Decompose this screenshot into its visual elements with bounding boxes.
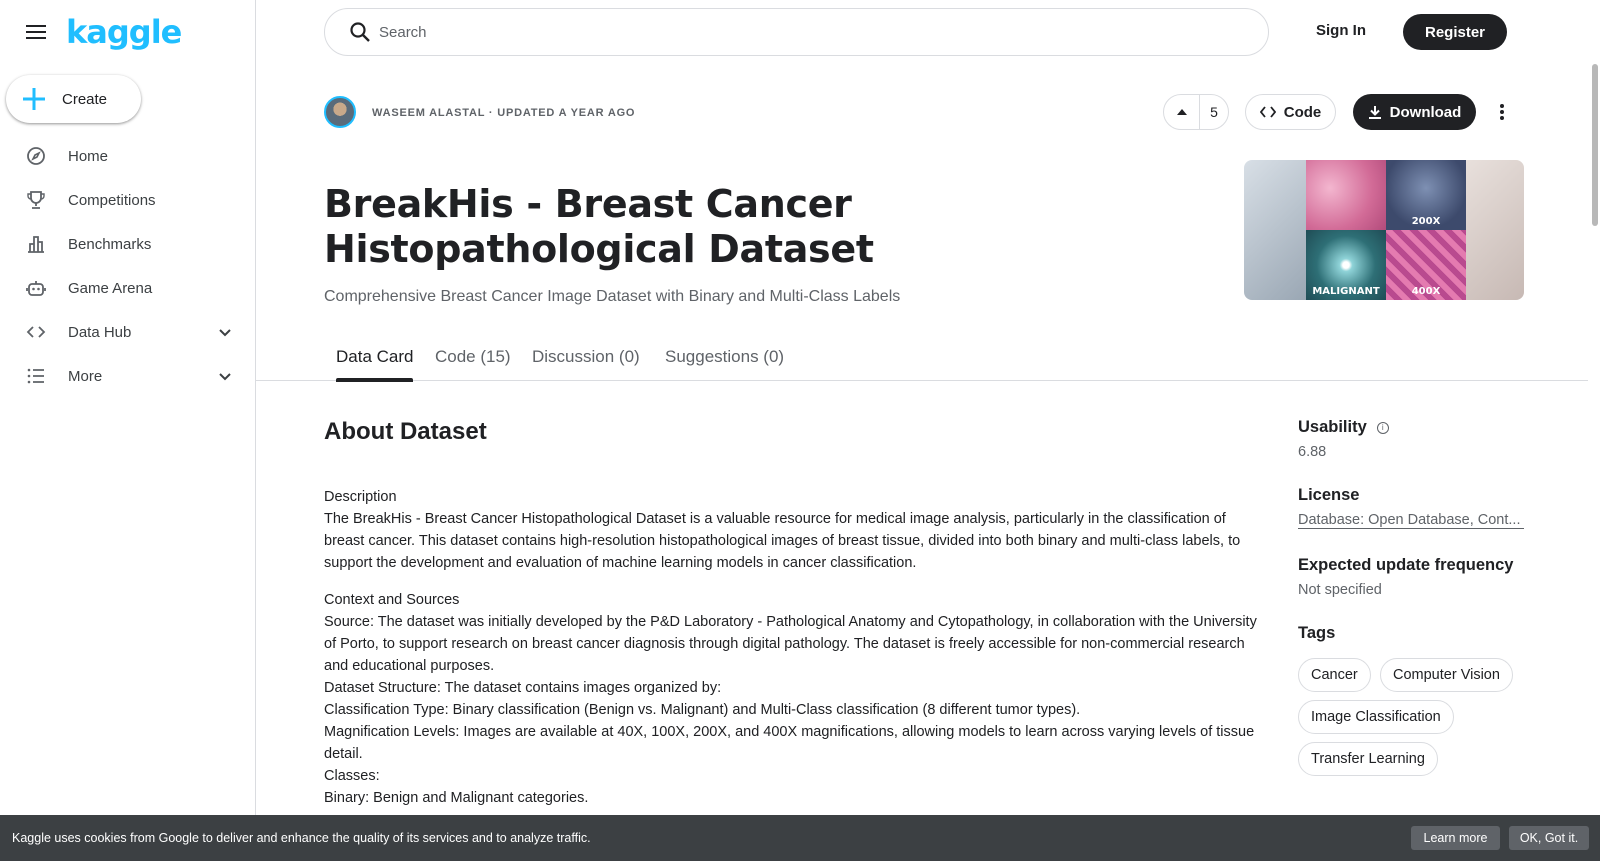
update-frequency-value: Not specified: [1298, 582, 1382, 598]
sidebar-item-label: Home: [68, 147, 109, 165]
tag-cancer[interactable]: Cancer: [1298, 658, 1371, 692]
code-button[interactable]: [1245, 94, 1336, 130]
list-icon: [26, 366, 46, 386]
tab-discussion[interactable]: Discussion (0): [532, 347, 640, 366]
scrollbar-thumb[interactable]: [1592, 64, 1598, 226]
sign-in-button[interactable]: Sign In: [1316, 22, 1366, 39]
search-icon: [349, 21, 371, 43]
cookie-text: Kaggle uses cookies from Google to deliver and enhance the quality of its services and to analyze traffic.: [12, 831, 591, 845]
sidebar-item-label: Game Arena: [68, 279, 153, 297]
tags-heading: Tags: [1298, 624, 1336, 642]
cover-panel-200x: [1386, 160, 1466, 230]
hamburger-menu-icon[interactable]: [24, 20, 48, 44]
sidebar-item-data-hub[interactable]: [0, 310, 255, 354]
sidebar: [0, 0, 256, 861]
download-button[interactable]: [1353, 94, 1476, 130]
dataset-cover-image: [1244, 160, 1524, 300]
create-label: Create: [62, 90, 108, 108]
chevron-down-icon[interactable]: [215, 322, 235, 342]
cover-label: 400X: [1411, 286, 1441, 297]
context-label: Context and Sources: [324, 592, 460, 608]
context-classes-label: Classes:: [324, 768, 380, 784]
about-heading: About Dataset: [324, 418, 487, 445]
kaggle-logo[interactable]: kaggle: [66, 13, 182, 51]
context-source-text: Source: The dataset was initially developed by the P&D Laboratory - Pathological Anatomy and Cytopathology, in collaboration with the University of Porto, to support research on breast cancer diagnosis through digital pathology. The dataset is freely accessible for non-commercial research and educational purposes.: [324, 614, 1257, 674]
more-options-icon[interactable]: [1490, 100, 1514, 124]
description-label: Description: [324, 489, 397, 505]
license-heading: License: [1298, 486, 1360, 504]
usability-label: Usability: [1298, 418, 1367, 436]
tag-image-classification[interactable]: Image Classification: [1298, 700, 1454, 734]
chevron-down-icon[interactable]: [215, 366, 235, 386]
ok-got-it-button[interactable]: OK, Got it.: [1509, 826, 1589, 850]
download-button-label: Download: [1389, 103, 1462, 121]
compass-icon: [26, 146, 46, 166]
tag-transfer-learning[interactable]: Transfer Learning: [1298, 742, 1438, 776]
cover-panel-tissue: [1306, 160, 1386, 230]
download-icon: [1368, 105, 1382, 119]
context-magnification-text: Magnification Levels: Images are available at 40X, 100X, 200X, and 400X magnifications, allowing models to learn across varying levels of tissue detail.: [324, 724, 1255, 762]
sidebar-item-competitions[interactable]: [0, 178, 255, 222]
about-description: [324, 486, 1264, 824]
cover-panel-doctor: [1244, 160, 1306, 300]
sidebar-nav: [0, 134, 255, 398]
usability-heading: [1298, 418, 1389, 437]
tab-code[interactable]: Code (15): [435, 347, 511, 366]
sidebar-item-label: Competitions: [68, 191, 156, 209]
update-frequency-heading: Expected update frequency: [1298, 556, 1514, 574]
sidebar-item-game-arena[interactable]: [0, 266, 255, 310]
author-update-line: WASEEM ALASTAL · UPDATED A YEAR AGO: [372, 107, 636, 119]
cover-panel-malignant: [1306, 230, 1386, 300]
cookie-banner: [0, 815, 1600, 861]
cover-label: 200X: [1411, 216, 1441, 227]
sidebar-item-label: Benchmarks: [68, 235, 152, 253]
plus-icon: [22, 87, 46, 111]
cover-panel-400x: [1386, 230, 1466, 300]
sidebar-item-label: More: [68, 367, 103, 385]
license-link[interactable]: Database: Open Database, Cont...: [1298, 512, 1524, 529]
cover-panel-hand: [1466, 160, 1524, 300]
code-icon: [26, 322, 46, 342]
trophy-icon: [26, 190, 46, 210]
context-paragraph: [324, 589, 1264, 809]
register-button[interactable]: Register: [1403, 14, 1507, 50]
usability-value: 6.88: [1298, 444, 1327, 460]
sidebar-item-more[interactable]: [0, 354, 255, 398]
description-paragraph: [324, 486, 1264, 574]
sidebar-item-home[interactable]: [0, 134, 255, 178]
upvote-button[interactable]: [1164, 95, 1200, 129]
caret-up-icon: [1176, 108, 1188, 116]
dataset-subtitle: Comprehensive Breast Cancer Image Dataset with Binary and Multi-Class Labels: [324, 288, 901, 305]
code-icon: [1260, 106, 1276, 118]
tab-data-card[interactable]: Data Card: [336, 347, 413, 381]
tag-computer-vision[interactable]: Computer Vision: [1380, 658, 1513, 692]
code-button-label: Code: [1283, 103, 1322, 121]
search-bar[interactable]: [324, 8, 1269, 56]
bar-chart-icon: [26, 234, 46, 254]
sidebar-item-benchmarks[interactable]: [0, 222, 255, 266]
context-classification-text: Classification Type: Binary classification (Benign vs. Malignant) and Multi-Class classification (8 different tumor types).: [324, 702, 1081, 718]
context-structure-text: Dataset Structure: The dataset contains images organized by:: [324, 680, 722, 696]
dataset-title: BreakHis - Breast Cancer Histopathological Dataset: [324, 182, 874, 271]
avatar[interactable]: [324, 96, 356, 128]
vote-count: 5: [1210, 104, 1218, 120]
learn-more-button[interactable]: Learn more: [1411, 826, 1500, 850]
sidebar-item-label: Data Hub: [68, 323, 132, 341]
robot-icon: [26, 278, 46, 298]
description-text: The BreakHis - Breast Cancer Histopathological Dataset is a valuable resource for medical image analysis, particularly in the classification of breast cancer. This dataset contains high-resolution histopathological images of breast tissue, divided into both binary and multi-class labels, to support the development and evaluation of machine learning models in cancer classification.: [324, 511, 1241, 571]
vote-control: [1163, 94, 1229, 130]
sidebar-header: [0, 0, 255, 64]
cover-label: MALIGNANT: [1312, 286, 1380, 297]
dataset-tabs: [256, 335, 1588, 381]
info-icon[interactable]: i: [1377, 422, 1389, 434]
context-binary-text: Binary: Benign and Malignant categories.: [324, 790, 589, 806]
search-input[interactable]: [379, 24, 1179, 41]
create-button[interactable]: [6, 75, 141, 123]
tab-suggestions[interactable]: Suggestions (0): [665, 347, 785, 366]
